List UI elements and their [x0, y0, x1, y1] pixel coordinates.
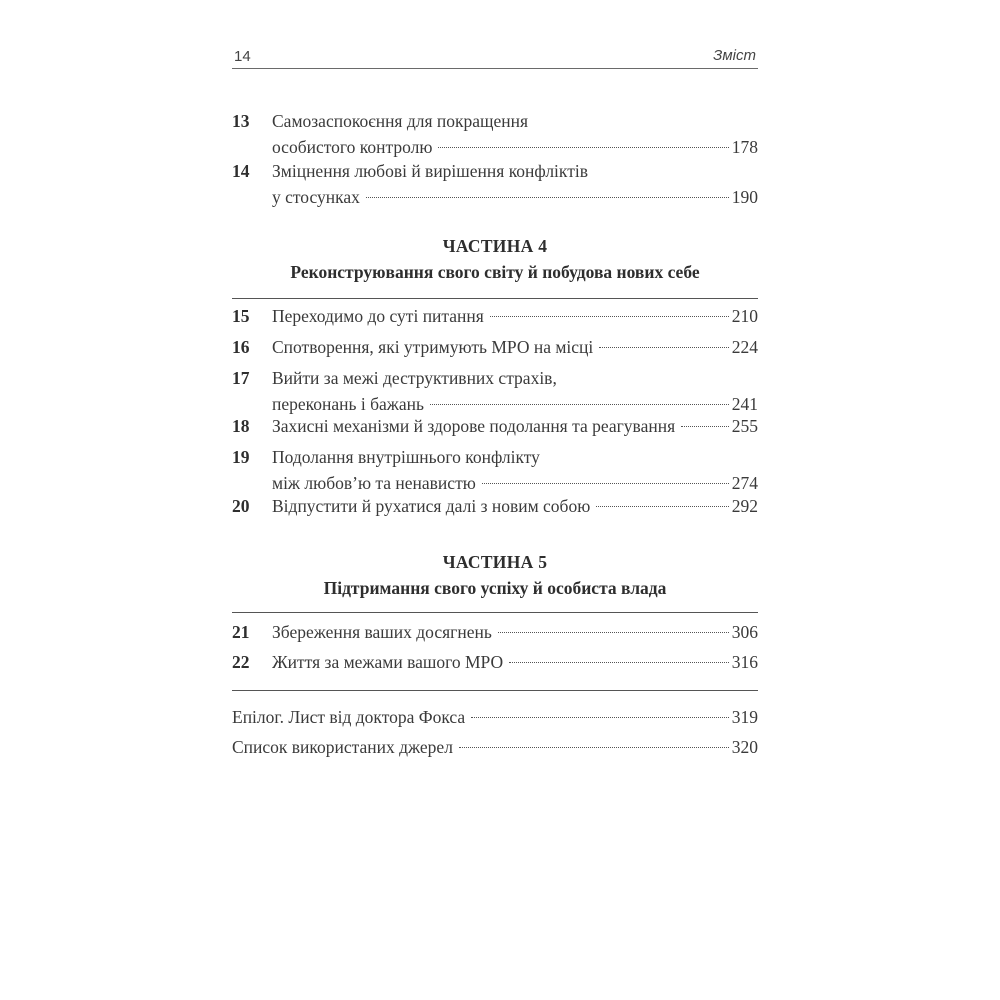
chapter-title: Життя за межами вашого МРО [272, 652, 504, 672]
page-ref: 306 [731, 622, 758, 642]
toc-entry[interactable] [232, 413, 758, 439]
chapter-number: 13 [232, 111, 250, 131]
toc-entry[interactable] [232, 303, 758, 329]
dot-leader [498, 632, 729, 633]
toc-entry[interactable] [232, 108, 758, 160]
page-ref: 320 [731, 737, 758, 757]
back-matter-title: Епілог. Лист від доктора Фокса [232, 707, 466, 727]
chapter-number: 16 [232, 337, 250, 357]
dot-leader [599, 347, 728, 348]
part-title: ЧАСТИНА 5 [442, 552, 548, 572]
page-number: 14 [234, 48, 251, 65]
toc-entry[interactable] [232, 158, 758, 210]
chapter-title: Захисні механізми й здорове подолання та реагування [272, 416, 676, 436]
page-ref: 190 [731, 187, 758, 207]
section-rule [232, 690, 758, 691]
chapter-title-line: Вийти за межі деструктивних страхів, [272, 368, 557, 388]
dot-leader [482, 483, 729, 484]
chapter-number: 15 [232, 306, 250, 326]
page-ref: 210 [731, 306, 758, 326]
toc-entry[interactable] [232, 649, 758, 675]
back-matter-title: Список використаних джерел [232, 737, 453, 757]
chapter-number: 17 [232, 368, 250, 388]
page-ref: 319 [731, 707, 758, 727]
page-ref: 292 [731, 496, 758, 516]
dot-leader [681, 426, 729, 427]
dot-leader [490, 316, 729, 317]
toc-entry[interactable] [232, 493, 758, 519]
page-ref: 316 [731, 652, 758, 672]
part-title: ЧАСТИНА 4 [442, 236, 548, 256]
toc-entry[interactable] [232, 334, 758, 360]
chapter-title: Збереження ваших досягнень [272, 622, 492, 642]
chapter-title: Спотворення, які утримують МРО на місці [272, 337, 594, 357]
toc-entry-epilogue[interactable] [232, 704, 758, 730]
chapter-title-line: між любов’ю та ненавистю [272, 473, 476, 493]
toc-entry[interactable] [232, 444, 758, 496]
chapter-title-line: Подолання внутрішнього конфлікту [272, 447, 540, 467]
dot-leader [430, 404, 729, 405]
part-subtitle: Підтримання свого успіху й особиста влада [323, 578, 667, 598]
chapter-title-line: Самозаспокоєння для покращення [272, 111, 529, 131]
chapter-title-line: Зміцнення любові й вирішення конфліктів [272, 161, 588, 181]
page-ref: 255 [731, 416, 758, 436]
dot-leader [471, 717, 729, 718]
part-subtitle: Реконструювання свого світу й побудова нових себе [290, 262, 700, 282]
chapter-number: 20 [232, 496, 250, 516]
chapter-title-line: у стосунках [272, 187, 360, 207]
chapter-title: Відпустити й рухатися далі з новим собою [272, 496, 591, 516]
section-rule [232, 298, 758, 299]
dot-leader [596, 506, 728, 507]
running-head [232, 42, 758, 69]
dot-leader [509, 662, 729, 663]
dot-leader [459, 747, 729, 748]
dot-leader [438, 147, 728, 148]
chapter-title: Переходимо до суті питання [272, 306, 484, 326]
toc-entry-bibliography[interactable] [232, 734, 758, 760]
toc-entry[interactable] [232, 365, 758, 417]
chapter-number: 22 [232, 652, 250, 672]
page-ref: 241 [731, 394, 758, 414]
chapter-title-line: переконань і бажань [272, 394, 424, 414]
page-ref: 274 [731, 473, 758, 493]
page-ref: 224 [731, 337, 758, 357]
chapter-title-line: особистого контролю [272, 137, 433, 157]
chapter-number: 18 [232, 416, 250, 436]
chapter-number: 14 [232, 161, 250, 181]
toc-entry[interactable] [232, 619, 758, 645]
chapter-number: 21 [232, 622, 250, 642]
dot-leader [366, 197, 729, 198]
section-label: Зміст [713, 47, 756, 64]
chapter-number: 19 [232, 447, 250, 467]
section-rule [232, 612, 758, 613]
page-ref: 178 [731, 137, 758, 157]
